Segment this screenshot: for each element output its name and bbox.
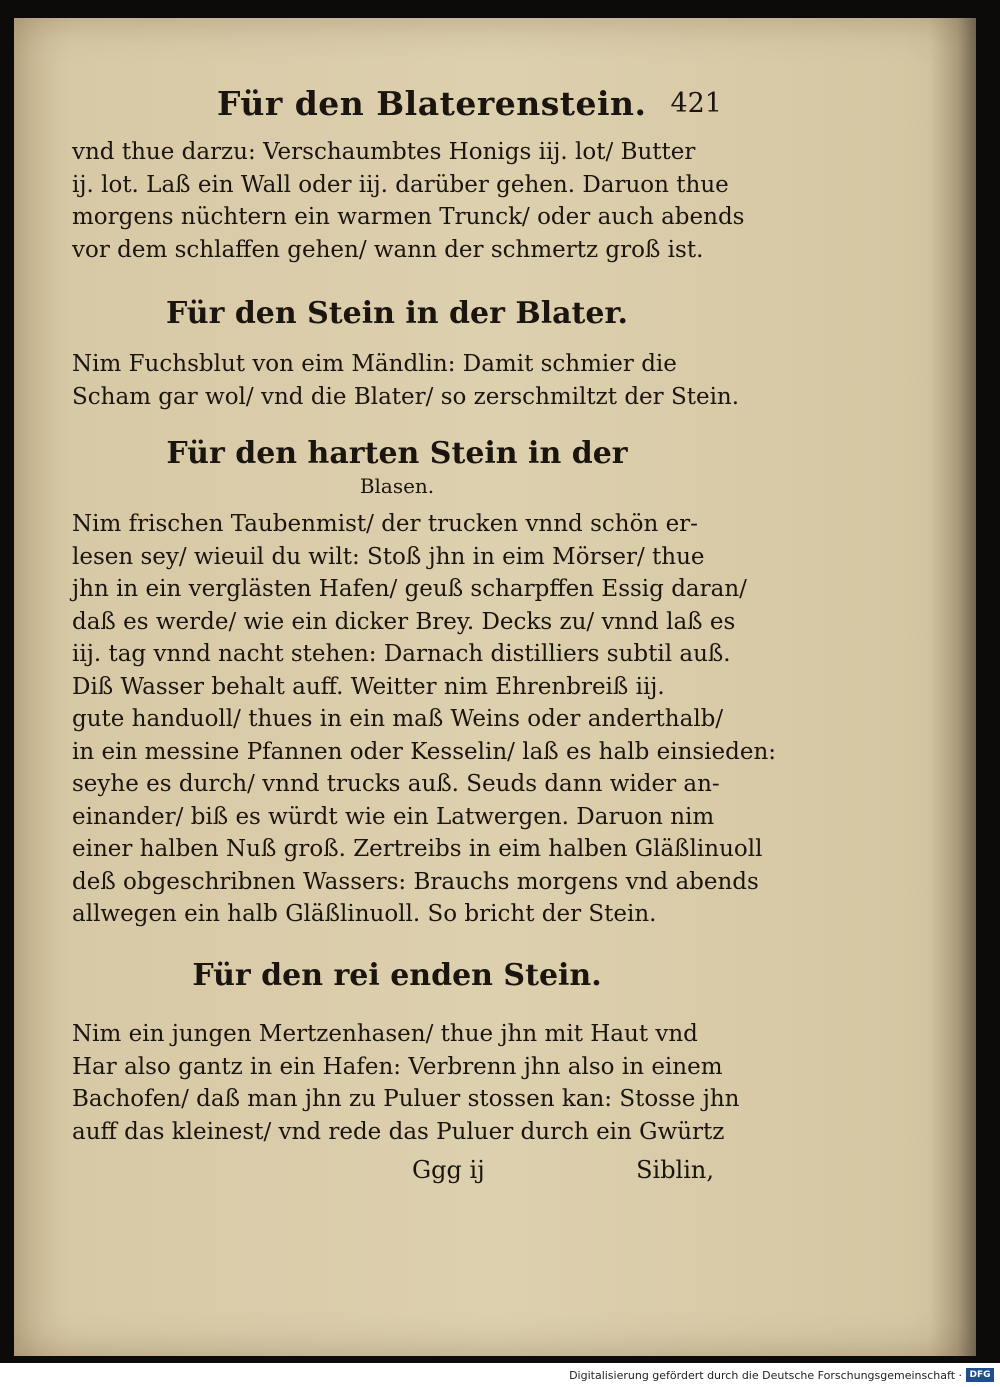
text-line: Har also gantz in ein Hafen: Verbrenn jhn also in einem [72, 1053, 723, 1080]
page-header [72, 84, 722, 134]
text-line: Diß Wasser behalt auff. Weitter nim Ehrenbreiß iij. [72, 673, 665, 700]
text-line: ij. lot. Laß ein Wall oder iij. darüber gehen. Daruon thue [72, 171, 729, 198]
text-line: daß es werde/ wie ein dicker Brey. Decks zu/ vnnd laß es [72, 608, 736, 635]
paragraph [72, 348, 740, 413]
text-line: morgens nüchtern ein warmen Trunck/ oder auch abends [72, 204, 745, 230]
text-line: Nim Fuchsblut von eim Mändlin: Damit schmier die [72, 351, 677, 377]
text-line: allwegen ein halb Gläßlinuoll. So bricht der Stein. [72, 901, 657, 927]
text-line: seyhe es durch/ vnnd trucks auß. Seuds dann wider an- [72, 771, 720, 797]
text-line: auff das kleinest/ vnd rede das Puluer durch ein Gwürtz [72, 1118, 725, 1145]
text-line: jhn in ein verglästen Hafen/ geuß scharpffen Essig daran/ [72, 576, 747, 602]
signature-mark: Ggg ij [412, 1156, 485, 1184]
text-line: deß obgeschribnen Wassers: Brauchs morgens vnd abends [72, 868, 759, 895]
text-line: Nim ein jungen Mertzenhasen/ thue jhn mit Haut vnd [72, 1021, 698, 1047]
book-page [14, 18, 976, 1356]
text-line: Nim frischen Taubenmist/ der trucken vnnd schön er- [72, 511, 698, 537]
paragraph [72, 1018, 740, 1148]
paragraph-continuation [72, 136, 745, 266]
page-number: 421 [670, 88, 722, 119]
text-line: vor dem schlaffen gehen/ wann der schmertz groß ist. [72, 236, 704, 263]
section-heading: Für den harten Stein in der [166, 436, 628, 471]
page-footer [72, 1156, 722, 1190]
text-line: in ein messine Pfannen oder Kesselin/ laß es halb einsieden: [72, 738, 777, 765]
running-title: Für den Blaterenstein. [217, 84, 647, 123]
page-edge-shadow [930, 18, 976, 1356]
text-line: lesen sey/ wieuil du wilt: Stoß jhn in eim Mörser/ thue [72, 543, 705, 570]
credit-text: Digitalisierung gefördert durch die Deutsche Forschungsgemeinschaft · [569, 1369, 962, 1382]
section-heading: Für den rei enden Stein. [192, 958, 602, 993]
text-line: iij. tag vnnd nacht stehen: Darnach distilliers subtil auß. [72, 641, 731, 667]
text-line: einander/ biß es würdt wie ein Latwergen. Daruon nim [72, 803, 715, 830]
text-line: gute handuoll/ thues in ein maß Weins oder anderthalb/ [72, 706, 724, 732]
section-heading: Für den Stein in der Blater. [165, 296, 628, 331]
catchword: Siblin, [636, 1156, 714, 1184]
text-line: einer halben Nuß groß. Zertreibs in eim halben Gläßlinuoll [72, 836, 763, 862]
text-line: Bachofen/ daß man jhn zu Puluer stossen kan: Stosse jhn [72, 1086, 740, 1112]
digitization-credit [0, 1363, 1000, 1387]
text-line: Scham gar wol/ vnd die Blater/ so zerschmiltzt der Stein. [72, 383, 740, 410]
paragraph [72, 508, 777, 931]
dfg-logo: DFG [966, 1368, 994, 1382]
section-subheading: Blasen. [359, 474, 435, 498]
text-line: vnd thue darzu: Verschaumbtes Honigs iij. lot/ Butter [72, 139, 696, 165]
